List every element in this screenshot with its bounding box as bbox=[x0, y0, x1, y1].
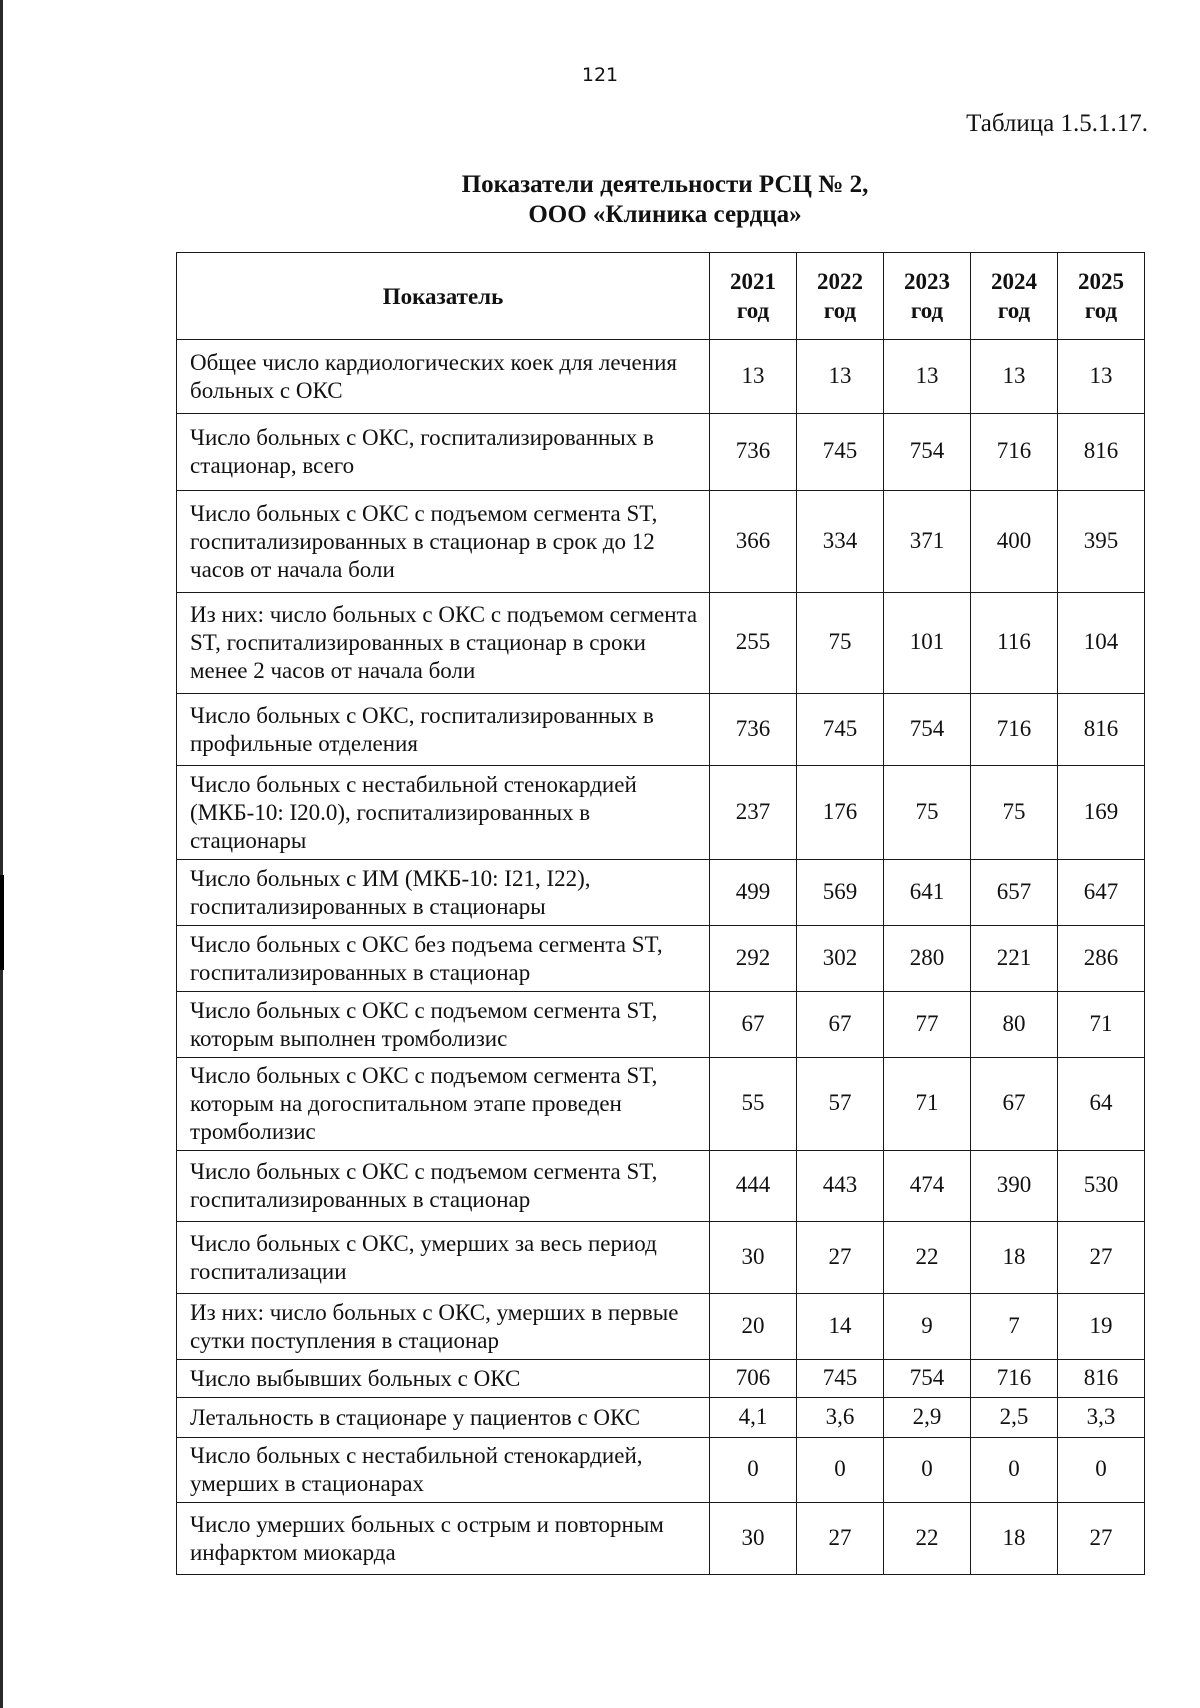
cell-2021: 30 bbox=[710, 1222, 797, 1294]
table-row bbox=[177, 1294, 1145, 1360]
cell-2022: 57 bbox=[797, 1058, 884, 1151]
row-label: Число больных с ОКС, госпитализированных в стационар, всего bbox=[177, 414, 710, 491]
cell-2025: 286 bbox=[1058, 926, 1145, 992]
cell-2023: 9 bbox=[884, 1294, 971, 1360]
cell-2022: 3,6 bbox=[797, 1398, 884, 1438]
cell-2025: 27 bbox=[1058, 1222, 1145, 1294]
cell-2023: 754 bbox=[884, 694, 971, 766]
table-row bbox=[177, 340, 1145, 414]
cell-2025: 104 bbox=[1058, 593, 1145, 694]
cell-2025: 64 bbox=[1058, 1058, 1145, 1151]
cell-2024: 716 bbox=[971, 694, 1058, 766]
cell-2023: 0 bbox=[884, 1438, 971, 1503]
cell-2023: 22 bbox=[884, 1503, 971, 1575]
cell-2022: 27 bbox=[797, 1503, 884, 1575]
cell-2022: 443 bbox=[797, 1151, 884, 1222]
cell-2022: 176 bbox=[797, 766, 884, 860]
cell-2021: 292 bbox=[710, 926, 797, 992]
cell-2022: 67 bbox=[797, 992, 884, 1058]
page-number: 121 bbox=[581, 64, 619, 86]
row-label: Число больных с ИМ (МКБ-10: I21, I22), госпитализированных в стационары bbox=[177, 860, 710, 926]
cell-2021: 30 bbox=[710, 1503, 797, 1575]
table-row bbox=[177, 860, 1145, 926]
cell-2021: 255 bbox=[710, 593, 797, 694]
table-row bbox=[177, 1222, 1145, 1294]
row-label: Общее число кардиологических коек для лечения больных с ОКС bbox=[177, 340, 710, 414]
cell-2025: 816 bbox=[1058, 694, 1145, 766]
cell-2023: 101 bbox=[884, 593, 971, 694]
cell-2021: 736 bbox=[710, 414, 797, 491]
cell-2024: 67 bbox=[971, 1058, 1058, 1151]
cell-2022: 13 bbox=[797, 340, 884, 414]
cell-2025: 530 bbox=[1058, 1151, 1145, 1222]
cell-2024: 18 bbox=[971, 1222, 1058, 1294]
cell-2023: 13 bbox=[884, 340, 971, 414]
cell-2023: 754 bbox=[884, 1360, 971, 1398]
table-row bbox=[177, 1503, 1145, 1575]
row-label: Число больных с ОКС с подъемом сегмента ST, которым на догоспитальном этапе проведен тромболизис bbox=[177, 1058, 710, 1151]
cell-2025: 0 bbox=[1058, 1438, 1145, 1503]
cell-2023: 641 bbox=[884, 860, 971, 926]
cell-2023: 71 bbox=[884, 1058, 971, 1151]
table-row bbox=[177, 1058, 1145, 1151]
scan-mark bbox=[0, 875, 4, 970]
cell-2023: 22 bbox=[884, 1222, 971, 1294]
cell-2021: 366 bbox=[710, 491, 797, 593]
cell-2021: 499 bbox=[710, 860, 797, 926]
table-row bbox=[177, 491, 1145, 593]
row-label: Из них: число больных с ОКС с подъемом сегмента ST, госпитализированных в стационар в сроки менее 2 часов от начала боли bbox=[177, 593, 710, 694]
cell-2021: 67 bbox=[710, 992, 797, 1058]
row-label: Число больных с нестабильной стенокардией, умерших в стационарах bbox=[177, 1438, 710, 1503]
document-title-line-2: ООО «Клиника сердца» bbox=[528, 201, 802, 228]
cell-2025: 169 bbox=[1058, 766, 1145, 860]
cell-2024: 0 bbox=[971, 1438, 1058, 1503]
table-row bbox=[177, 694, 1145, 766]
row-label: Число больных с ОКС с подъемом сегмента ST, госпитализированных в стационар bbox=[177, 1151, 710, 1222]
table-row bbox=[177, 1398, 1145, 1438]
row-label: Из них: число больных с ОКС, умерших в первые сутки поступления в стационар bbox=[177, 1294, 710, 1360]
table-row bbox=[177, 1438, 1145, 1503]
cell-2022: 745 bbox=[797, 1360, 884, 1398]
table-row bbox=[177, 414, 1145, 491]
cell-2021: 4,1 bbox=[710, 1398, 797, 1438]
table-label: Таблица 1.5.1.17. bbox=[966, 110, 1148, 137]
document-title-line-1: Показатели деятельности РСЦ № 2, bbox=[461, 171, 869, 198]
cell-2024: 75 bbox=[971, 766, 1058, 860]
cell-2022: 745 bbox=[797, 414, 884, 491]
header-indicator: Показатель bbox=[177, 253, 710, 340]
header-year-2025: 2025 год bbox=[1058, 253, 1145, 340]
row-label: Число больных с ОКС с подъемом сегмента ST, госпитализированных в стационар в срок до 12 часов от начала боли bbox=[177, 491, 710, 593]
cell-2023: 75 bbox=[884, 766, 971, 860]
cell-2021: 55 bbox=[710, 1058, 797, 1151]
cell-2025: 647 bbox=[1058, 860, 1145, 926]
header-row bbox=[177, 253, 1145, 340]
cell-2021: 706 bbox=[710, 1360, 797, 1398]
cell-2022: 14 bbox=[797, 1294, 884, 1360]
row-label: Летальность в стационаре у пациентов с ОКС bbox=[177, 1398, 710, 1438]
cell-2021: 20 bbox=[710, 1294, 797, 1360]
row-label: Число больных с ОКС, госпитализированных в профильные отделения bbox=[177, 694, 710, 766]
cell-2024: 716 bbox=[971, 414, 1058, 491]
table-row bbox=[177, 1360, 1145, 1398]
cell-2024: 390 bbox=[971, 1151, 1058, 1222]
cell-2021: 237 bbox=[710, 766, 797, 860]
cell-2024: 400 bbox=[971, 491, 1058, 593]
cell-2024: 716 bbox=[971, 1360, 1058, 1398]
cell-2022: 75 bbox=[797, 593, 884, 694]
row-label: Число выбывших больных с ОКС bbox=[177, 1360, 710, 1398]
cell-2024: 657 bbox=[971, 860, 1058, 926]
cell-2025: 816 bbox=[1058, 414, 1145, 491]
cell-2022: 27 bbox=[797, 1222, 884, 1294]
row-label: Число больных с ОКС без подъема сегмента ST, госпитализированных в стационар bbox=[177, 926, 710, 992]
cell-2025: 395 bbox=[1058, 491, 1145, 593]
table-row bbox=[177, 926, 1145, 992]
row-label: Число больных с ОКС, умерших за весь период госпитализации bbox=[177, 1222, 710, 1294]
cell-2023: 474 bbox=[884, 1151, 971, 1222]
cell-2025: 3,3 bbox=[1058, 1398, 1145, 1438]
cell-2024: 7 bbox=[971, 1294, 1058, 1360]
cell-2022: 334 bbox=[797, 491, 884, 593]
cell-2025: 19 bbox=[1058, 1294, 1145, 1360]
cell-2023: 2,9 bbox=[884, 1398, 971, 1438]
cell-2024: 13 bbox=[971, 340, 1058, 414]
cell-2021: 13 bbox=[710, 340, 797, 414]
table-row bbox=[177, 593, 1145, 694]
cell-2022: 569 bbox=[797, 860, 884, 926]
header-year-2023: 2023 год bbox=[884, 253, 971, 340]
table-row bbox=[177, 766, 1145, 860]
cell-2023: 371 bbox=[884, 491, 971, 593]
document-title bbox=[0, 170, 1200, 230]
cell-2024: 221 bbox=[971, 926, 1058, 992]
cell-2025: 13 bbox=[1058, 340, 1145, 414]
cell-2023: 754 bbox=[884, 414, 971, 491]
cell-2025: 71 bbox=[1058, 992, 1145, 1058]
cell-2022: 0 bbox=[797, 1438, 884, 1503]
header-year-2021: 2021 год bbox=[710, 253, 797, 340]
table-row bbox=[177, 992, 1145, 1058]
cell-2021: 0 bbox=[710, 1438, 797, 1503]
cell-2024: 80 bbox=[971, 992, 1058, 1058]
cell-2021: 444 bbox=[710, 1151, 797, 1222]
cell-2024: 18 bbox=[971, 1503, 1058, 1575]
cell-2024: 2,5 bbox=[971, 1398, 1058, 1438]
cell-2025: 816 bbox=[1058, 1360, 1145, 1398]
cell-2022: 745 bbox=[797, 694, 884, 766]
cell-2023: 280 bbox=[884, 926, 971, 992]
row-label: Число умерших больных с острым и повторным инфарктом миокарда bbox=[177, 1503, 710, 1575]
row-label: Число больных с ОКС с подъемом сегмента ST, которым выполнен тромболизис bbox=[177, 992, 710, 1058]
cell-2021: 736 bbox=[710, 694, 797, 766]
cell-2024: 116 bbox=[971, 593, 1058, 694]
cell-2025: 27 bbox=[1058, 1503, 1145, 1575]
table-row bbox=[177, 1151, 1145, 1222]
row-label: Число больных с нестабильной стенокардией (МКБ-10: I20.0), госпитализированных в стационары bbox=[177, 766, 710, 860]
indicators-table bbox=[176, 252, 1145, 1575]
header-year-2022: 2022 год bbox=[797, 253, 884, 340]
scan-edge bbox=[0, 0, 3, 1708]
cell-2023: 77 bbox=[884, 992, 971, 1058]
header-year-2024: 2024 год bbox=[971, 253, 1058, 340]
cell-2022: 302 bbox=[797, 926, 884, 992]
